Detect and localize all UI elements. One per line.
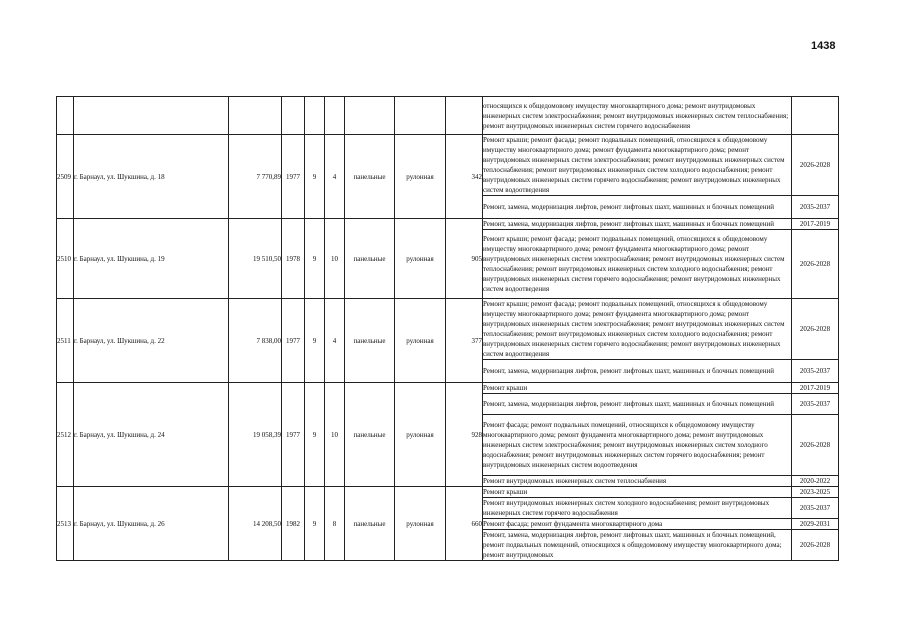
work-description: Ремонт, замена, модернизация лифтов, ремонт лифтовых шахт, машинных и блочных помещений — [483, 360, 792, 383]
row-number: 2513 — [57, 487, 74, 561]
floors-cell: 9 — [305, 383, 325, 487]
floors-cell: 9 — [305, 135, 325, 219]
year-cell: 1978 — [282, 219, 305, 299]
address-cell: г. Барнаул, ул. Шукшина, д. 26 — [74, 487, 229, 561]
period-cell: 2026-2028 — [792, 530, 839, 561]
roof-type-cell: рулонная — [395, 487, 446, 561]
work-description: Ремонт внутридомовых инженерных систем холодного водоснабжения; ремонт внутридомовых инженерных систем горячего водоснабжения — [483, 498, 792, 519]
period-cell: 2035-2037 — [792, 394, 839, 415]
row-number: 2512 — [57, 383, 74, 487]
wall-material-cell: панельные — [345, 383, 395, 487]
area-cell: 19 058,39 — [229, 383, 282, 487]
work-description: Ремонт крыши — [483, 383, 792, 394]
table-body — [57, 97, 839, 561]
period-cell: 2017-2019 — [792, 219, 839, 230]
wall-material-cell: панельные — [345, 219, 395, 299]
table-row — [57, 97, 839, 135]
row-number: 2511 — [57, 299, 74, 383]
housing-repair-table — [56, 96, 839, 561]
area-cell: 7 838,00 — [229, 299, 282, 383]
work-description: Ремонт фасада; ремонт фундамента многоквартирного дома — [483, 519, 792, 530]
work-description: относящихся к общедомовому имуществу многоквартирного дома; ремонт внутридомовых инженерных систем электроснабжения; ремонт внутридомовых инженерных систем теплоснабжения; ремонт внутридомовых инженерных систем горячего водоснабжения — [483, 97, 792, 135]
entrances-cell: 10 — [325, 383, 345, 487]
empty-cell — [282, 97, 305, 135]
residents-count-cell: 377 — [446, 299, 483, 383]
address-cell: г. Барнаул, ул. Шукшина, д. 18 — [74, 135, 229, 219]
roof-type-cell: рулонная — [395, 219, 446, 299]
residents-count-cell: 660 — [446, 487, 483, 561]
year-cell: 1977 — [282, 383, 305, 487]
period-cell: 2026-2028 — [792, 230, 839, 299]
roof-type-cell: рулонная — [395, 383, 446, 487]
table-row — [57, 383, 839, 394]
table-row — [57, 219, 839, 230]
entrances-cell: 8 — [325, 487, 345, 561]
empty-cell — [446, 97, 483, 135]
work-description: Ремонт крыши; ремонт фасада; ремонт подвальных помещений, относящихся к общедомовому имуществу многоквартирного дома; ремонт фундамента многоквартирного дома; ремонт внутридомовых инженерных систем электроснабжения; ремонт внутридомовых инженерных систем теплоснабжения; ремонт внутридомовых инженерных систем холодного водоснабжения; ремонт внутридомовых инженерных систем горячего водоснабжения; ремонт внутридомовых инженерных систем водоотведения — [483, 299, 792, 360]
row-number: 2509 — [57, 135, 74, 219]
work-description: Ремонт крыши; ремонт фасада; ремонт подвальных помещений, относящихся к общедомовому имуществу многоквартирного дома; ремонт фундамента многоквартирного дома; ремонт внутридомовых инженерных систем электроснабжения; ремонт внутридомовых инженерных систем теплоснабжения; ремонт внутридомовых инженерных систем холодного водоснабжения; ремонт внутридомовых инженерных систем горячего водоснабжения; ремонт внутридомовых инженерных систем водоотведения — [483, 230, 792, 299]
residents-count-cell: 342 — [446, 135, 483, 219]
year-cell: 1982 — [282, 487, 305, 561]
entrances-cell: 4 — [325, 135, 345, 219]
period-cell: 2026-2028 — [792, 299, 839, 360]
period-cell: 2029-2031 — [792, 519, 839, 530]
empty-cell — [74, 97, 229, 135]
period-cell: 2017-2019 — [792, 383, 839, 394]
work-description: Ремонт внутридомовых инженерных систем теплоснабжения — [483, 476, 792, 487]
floors-cell: 9 — [305, 299, 325, 383]
empty-cell — [325, 97, 345, 135]
page-number: 1438 — [811, 40, 836, 52]
residents-count-cell: 928 — [446, 383, 483, 487]
wall-material-cell: панельные — [345, 135, 395, 219]
area-cell: 14 208,50 — [229, 487, 282, 561]
empty-cell — [395, 97, 446, 135]
table-row — [57, 299, 839, 360]
work-description: Ремонт фасада; ремонт подвальных помещений, относящихся к общедомовому имуществу многоквартирного дома; ремонт фундамента многоквартирного дома; ремонт внутридомовых инженерных систем электроснабжения; ремонт внутридомовых инженерных систем холодного водоснабжения; ремонт внутридомовых инженерных систем горячего водоснабжения; ремонт внутридомовых инженерных систем водоотведения — [483, 415, 792, 476]
row-number: 2510 — [57, 219, 74, 299]
period-cell: 2020-2022 — [792, 476, 839, 487]
work-description: Ремонт крыши — [483, 487, 792, 498]
period-cell: 2026-2028 — [792, 135, 839, 196]
floors-cell: 9 — [305, 219, 325, 299]
period-cell: 2023-2025 — [792, 487, 839, 498]
period-cell: 2026-2028 — [792, 415, 839, 476]
period-cell — [792, 97, 839, 135]
wall-material-cell: панельные — [345, 487, 395, 561]
period-cell: 2035-2037 — [792, 196, 839, 219]
address-cell: г. Барнаул, ул. Шукшина, д. 19 — [74, 219, 229, 299]
address-cell: г. Барнаул, ул. Шукшина, д. 22 — [74, 299, 229, 383]
address-cell: г. Барнаул, ул. Шукшина, д. 24 — [74, 383, 229, 487]
work-description: Ремонт, замена, модернизация лифтов, ремонт лифтовых шахт, машинных и блочных помещений — [483, 394, 792, 415]
work-description: Ремонт, замена, модернизация лифтов, ремонт лифтовых шахт, машинных и блочных помещений, ремонт подвальных помещений, относящихся к общедомовому имуществу многоквартирного дома; ремонт внутридомовых — [483, 530, 792, 561]
empty-cell — [345, 97, 395, 135]
empty-cell — [57, 97, 74, 135]
floors-cell: 9 — [305, 487, 325, 561]
area-cell: 7 770,89 — [229, 135, 282, 219]
period-cell: 2035-2037 — [792, 498, 839, 519]
entrances-cell: 4 — [325, 299, 345, 383]
empty-cell — [229, 97, 282, 135]
year-cell: 1977 — [282, 135, 305, 219]
roof-type-cell: рулонная — [395, 299, 446, 383]
empty-cell — [305, 97, 325, 135]
year-cell: 1977 — [282, 299, 305, 383]
work-description: Ремонт, замена, модернизация лифтов, ремонт лифтовых шахт, машинных и блочных помещений — [483, 219, 792, 230]
table-row — [57, 487, 839, 498]
table-row — [57, 135, 839, 196]
work-description: Ремонт, замена, модернизация лифтов, ремонт лифтовых шахт, машинных и блочных помещений — [483, 196, 792, 219]
work-description: Ремонт крыши; ремонт фасада; ремонт подвальных помещений, относящихся к общедомовому имуществу многоквартирного дома; ремонт фундамента многоквартирного дома; ремонт внутридомовых инженерных систем электроснабжения; ремонт внутридомовых инженерных систем теплоснабжения; ремонт внутридомовых инженерных систем холодного водоснабжения; ремонт внутридомовых инженерных систем горячего водоснабжения; ремонт внутридомовых инженерных систем водоотведения — [483, 135, 792, 196]
residents-count-cell: 905 — [446, 219, 483, 299]
area-cell: 19 510,50 — [229, 219, 282, 299]
period-cell: 2035-2037 — [792, 360, 839, 383]
entrances-cell: 10 — [325, 219, 345, 299]
roof-type-cell: рулонная — [395, 135, 446, 219]
wall-material-cell: панельные — [345, 299, 395, 383]
